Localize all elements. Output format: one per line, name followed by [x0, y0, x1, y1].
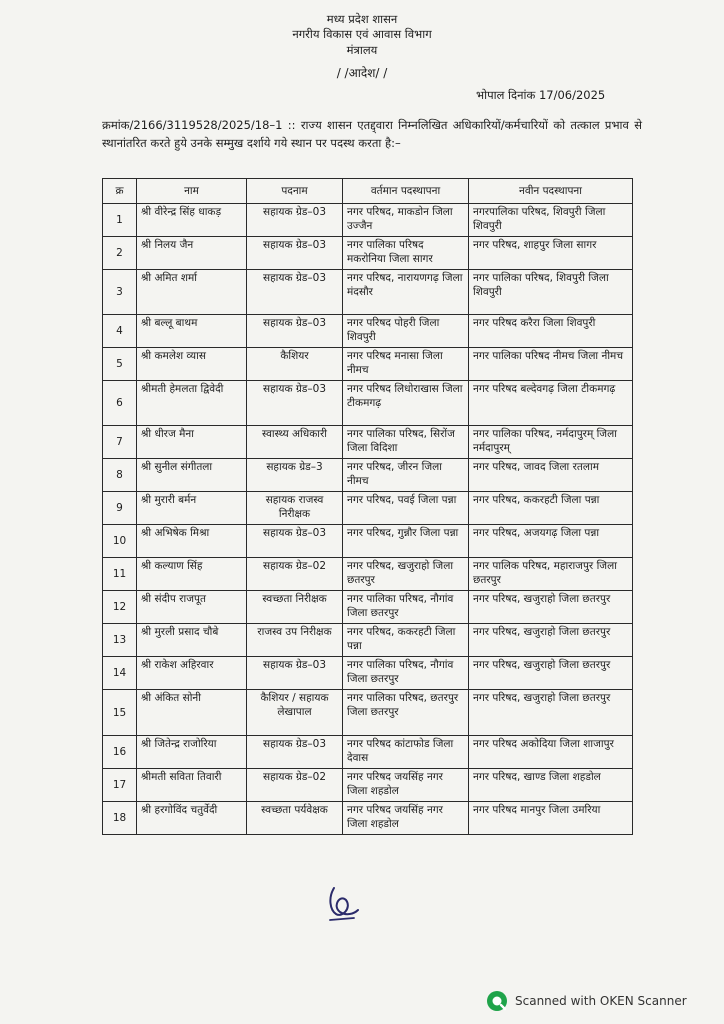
cell-designation: सहायक ग्रेड–03 [247, 237, 343, 270]
cell-designation: सहायक ग्रेड–02 [247, 769, 343, 802]
cell-new-posting: नगर परिषद, खजुराहो जिला छतरपुर [469, 624, 633, 657]
cell-new-posting: नगरपालिका परिषद, शिवपुरी जिला शिवपुरी [469, 204, 633, 237]
cell-new-posting: नगर परिषद बल्देवगढ़ जिला टीकमगढ़ [469, 381, 633, 426]
signature-mark [322, 884, 362, 928]
cell-serial: 5 [103, 348, 137, 381]
column-header-current-posting: वर्तमान पदस्थापना [343, 179, 469, 204]
table-row [103, 348, 633, 381]
cell-name: श्री बल्लू बाथम [137, 315, 247, 348]
table-row [103, 769, 633, 802]
cell-designation: सहायक ग्रेड–3 [247, 459, 343, 492]
header-order-title: / /आदेश/ / [336, 66, 388, 80]
cell-serial: 4 [103, 315, 137, 348]
cell-serial: 14 [103, 657, 137, 690]
table-row [103, 204, 633, 237]
transfer-table [102, 178, 633, 835]
scanner-footer [486, 990, 687, 1012]
table-row [103, 525, 633, 558]
cell-designation: राजस्व उप निरीक्षक [247, 624, 343, 657]
cell-name: श्री मुरली प्रसाद चौबे [137, 624, 247, 657]
cell-name: श्री निलय जैन [137, 237, 247, 270]
cell-name: श्री सुनील संगीतला [137, 459, 247, 492]
cell-new-posting: नगर परिषद करैरा जिला शिवपुरी [469, 315, 633, 348]
cell-name: श्री कल्याण सिंह [137, 558, 247, 591]
cell-current-posting: नगर परिषद, ककरहटी जिला पन्ना [343, 624, 469, 657]
cell-designation: सहायक राजस्व निरीक्षक [247, 492, 343, 525]
cell-current-posting: नगर पालिका परिषद मकरोनिया जिला सागर [343, 237, 469, 270]
cell-name: श्री कमलेश व्यास [137, 348, 247, 381]
table-row [103, 426, 633, 459]
table-row [103, 381, 633, 426]
cell-name: श्री अंकित सोनी [137, 690, 247, 736]
cell-new-posting: नगर परिषद, खजुराहो जिला छतरपुर [469, 657, 633, 690]
logo-inner-circle [493, 997, 502, 1006]
table-row [103, 315, 633, 348]
cell-current-posting: नगर पालिका परिषद, नौगांव जिला छतरपुर [343, 591, 469, 624]
table-row [103, 459, 633, 492]
cell-current-posting: नगर पालिका परिषद, नौगांव जिला छतरपुर [343, 657, 469, 690]
cell-designation: स्वच्छता पर्यवेक्षक [247, 802, 343, 835]
cell-current-posting: नगर परिषद कांटाफोड जिला देवास [343, 736, 469, 769]
cell-designation: सहायक ग्रेड–03 [247, 736, 343, 769]
column-header-new-posting: नवीन पदस्थापना [469, 179, 633, 204]
order-date: भोपाल दिनांक 17/06/2025 [476, 88, 606, 102]
cell-name: श्री मुरारी बर्मन [137, 492, 247, 525]
table-row [103, 591, 633, 624]
scanner-label: Scanned with OKEN Scanner [515, 994, 687, 1008]
cell-serial: 17 [103, 769, 137, 802]
cell-current-posting: नगर परिषद, गुन्नौर जिला पन्ना [343, 525, 469, 558]
cell-name: श्री वीरेन्द्र सिंह धाकड़ [137, 204, 247, 237]
cell-new-posting: नगर पालिका परिषद, शिवपुरी जिला शिवपुरी [469, 270, 633, 315]
cell-current-posting: नगर परिषद लिधोराखास जिला टीकमगढ़ [343, 381, 469, 426]
table-row [103, 690, 633, 736]
table-row [103, 624, 633, 657]
header-ministry: मंत्रालय [346, 43, 378, 57]
cell-serial: 8 [103, 459, 137, 492]
cell-designation: सहायक ग्रेड–03 [247, 204, 343, 237]
cell-current-posting: नगर परिषद जयसिंह नगर जिला शहडोल [343, 769, 469, 802]
cell-serial: 6 [103, 381, 137, 426]
cell-serial: 2 [103, 237, 137, 270]
cell-new-posting: नगर परिषद मानपुर जिला उमरिया [469, 802, 633, 835]
cell-name: श्री राकेश अहिरवार [137, 657, 247, 690]
cell-serial: 12 [103, 591, 137, 624]
cell-new-posting: नगर परिषद, जावद जिला रतलाम [469, 459, 633, 492]
cell-serial: 11 [103, 558, 137, 591]
cell-current-posting: नगर पालिका परिषद, सिरोंज जिला विदिशा [343, 426, 469, 459]
cell-current-posting: नगर परिषद, माकडोन जिला उज्जैन [343, 204, 469, 237]
cell-serial: 15 [103, 690, 137, 736]
cell-new-posting: नगर परिषद, खजुराहो जिला छतरपुर [469, 690, 633, 736]
cell-serial: 1 [103, 204, 137, 237]
cell-designation: सहायक ग्रेड–03 [247, 315, 343, 348]
cell-new-posting: नगर परिषद, ककरहटी जिला पन्ना [469, 492, 633, 525]
table-row [103, 492, 633, 525]
cell-name: श्रीमती हेमलता द्विवेदी [137, 381, 247, 426]
cell-designation: सहायक ग्रेड–03 [247, 525, 343, 558]
table-row [103, 270, 633, 315]
cell-designation: सहायक ग्रेड–03 [247, 657, 343, 690]
cell-new-posting: नगर परिषद, खजुराहो जिला छतरपुर [469, 591, 633, 624]
column-header-name: नाम [137, 179, 247, 204]
cell-current-posting: नगर परिषद, खजुराहो जिला छतरपुर [343, 558, 469, 591]
cell-serial: 10 [103, 525, 137, 558]
cell-current-posting: नगर परिषद, पवई जिला पन्ना [343, 492, 469, 525]
cell-name: श्री संदीप राजपूत [137, 591, 247, 624]
cell-designation: कैशियर / सहायक लेखापाल [247, 690, 343, 736]
cell-serial: 9 [103, 492, 137, 525]
cell-current-posting: नगर परिषद जयसिंह नगर जिला शहडोल [343, 802, 469, 835]
cell-serial: 16 [103, 736, 137, 769]
cell-serial: 7 [103, 426, 137, 459]
cell-current-posting: नगर परिषद, नारायणगढ़ जिला मंदसौर [343, 270, 469, 315]
table-row [103, 736, 633, 769]
cell-serial: 13 [103, 624, 137, 657]
order-text: क्रमांक/2166/3119528/2025/18–1 :: राज्य शासन एतद्द्वारा निम्नलिखित अधिकारियों/कर्मचारियों को तत्काल प्रभाव से स्थानांतरित करते हुये उनके सम्मुख दर्शाये गये स्थान पर पदस्थ करता है:– [102, 118, 642, 150]
cell-new-posting: नगर पालिका परिषद नीमच जिला नीमच [469, 348, 633, 381]
cell-new-posting: नगर परिषद, अजयगढ़ जिला पन्ना [469, 525, 633, 558]
oken-scanner-logo-icon [486, 990, 508, 1012]
cell-designation: सहायक ग्रेड–03 [247, 270, 343, 315]
cell-current-posting: नगर परिषद पोहरी जिला शिवपुरी [343, 315, 469, 348]
cell-designation: सहायक ग्रेड–02 [247, 558, 343, 591]
table-row [103, 237, 633, 270]
header-department: नगरीय विकास एवं आवास विभाग [292, 27, 432, 41]
cell-new-posting: नगर परिषद, शाहपुर जिला सागर [469, 237, 633, 270]
table-row [103, 657, 633, 690]
cell-serial: 3 [103, 270, 137, 315]
cell-new-posting: नगर परिषद, खाण्ड जिला शहडोल [469, 769, 633, 802]
cell-designation: स्वच्छता निरीक्षक [247, 591, 343, 624]
cell-name: श्रीमती सविता तिवारी [137, 769, 247, 802]
cell-designation: कैशियर [247, 348, 343, 381]
cell-new-posting: नगर पालिका परिषद, नर्मदापुरम् जिला नर्मदापुरम् [469, 426, 633, 459]
table-row [103, 802, 633, 835]
cell-name: श्री जितेन्द्र राजोरिया [137, 736, 247, 769]
cell-new-posting: नगर पालिक परिषद, महाराजपुर जिला छतरपुर [469, 558, 633, 591]
cell-name: श्री अभिषेक मिश्रा [137, 525, 247, 558]
cell-designation: स्वास्थ्य अधिकारी [247, 426, 343, 459]
cell-name: श्री हरगोविंद चतुर्वेदी [137, 802, 247, 835]
table-row [103, 558, 633, 591]
cell-serial: 18 [103, 802, 137, 835]
cell-name: श्री धीरज मैना [137, 426, 247, 459]
cell-current-posting: नगर परिषद मनासा जिला नीमच [343, 348, 469, 381]
column-header-serial: क्र [103, 179, 137, 204]
cell-designation: सहायक ग्रेड–03 [247, 381, 343, 426]
cell-current-posting: नगर पालिका परिषद, छतरपुर जिला छतरपुर [343, 690, 469, 736]
header-government: मध्य प्रदेश शासन [326, 12, 398, 26]
cell-new-posting: नगर परिषद अकोदिया जिला शाजापुर [469, 736, 633, 769]
cell-name: श्री अमित शर्मा [137, 270, 247, 315]
cell-current-posting: नगर परिषद, जीरन जिला नीमच [343, 459, 469, 492]
table-header-row [103, 179, 633, 204]
column-header-designation: पदनाम [247, 179, 343, 204]
